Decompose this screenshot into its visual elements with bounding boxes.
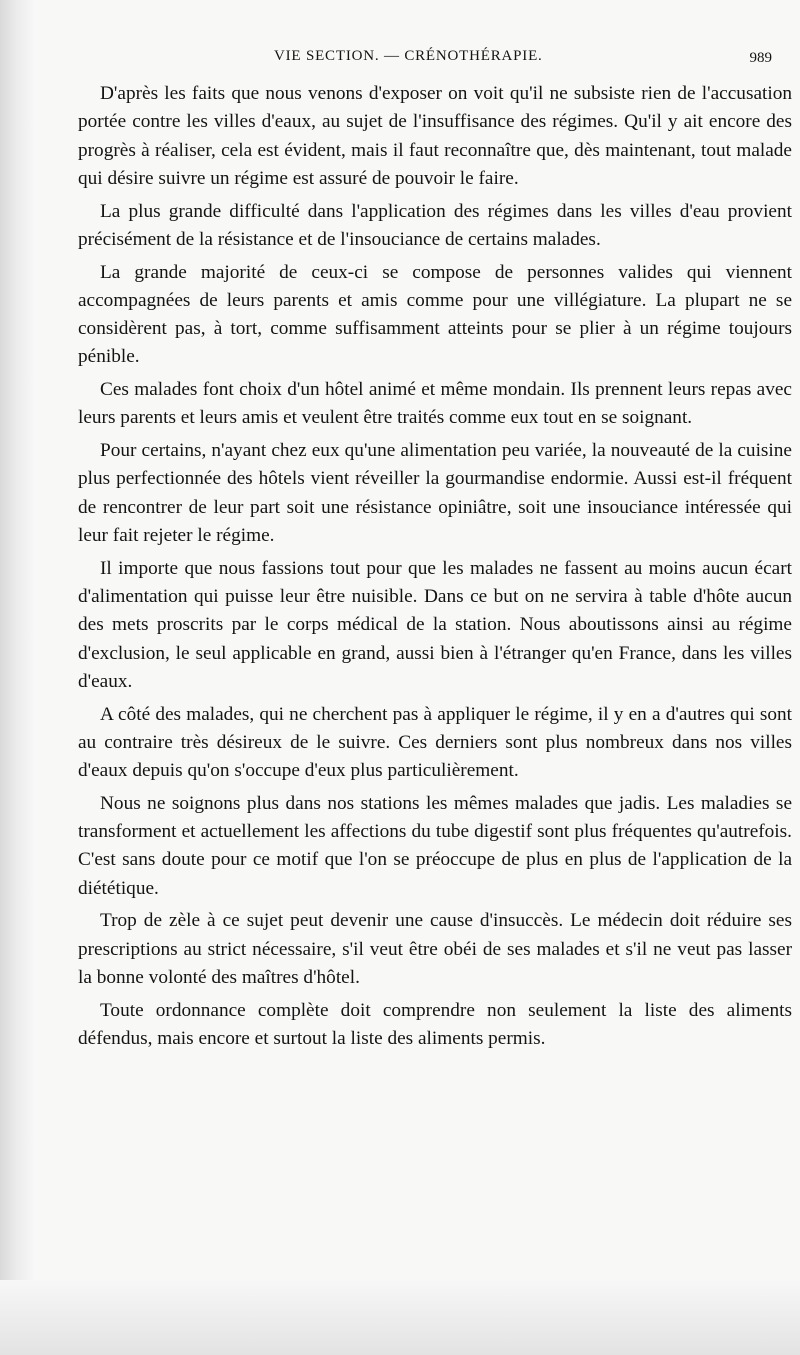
page-number: 989 bbox=[749, 50, 772, 66]
book-page bbox=[34, 0, 800, 1280]
scan-shadow-bottom bbox=[0, 1280, 800, 1355]
paragraph-4: Ces malades font choix d'un hôtel animé et même mondain. Ils prennent leurs repas avec leurs parents et leurs amis et veulent être traités comme eux tout en se soignant. bbox=[78, 379, 792, 429]
scan-shadow-left bbox=[0, 0, 34, 1355]
paragraph-7: A côté des malades, qui ne cherchent pas à appliquer le régime, il y en a d'autres qui sont au contraire très désireux de le suivre. Ces derniers sont plus nombreux dans nos villes d'eaux depuis qu'on s'occupe d'eux plus particulièrement. bbox=[78, 703, 792, 782]
paragraph-9: Trop de zèle à ce sujet peut devenir une cause d'insuccès. Le médecin doit réduire ses prescriptions au strict nécessaire, s'il veut être obéi de ses malades et s'il ne veut pas lasser la bonne volonté des maîtres d'hôtel. bbox=[78, 910, 792, 989]
paragraph-5: Pour certains, n'ayant chez eux qu'une alimentation peu variée, la nouveauté de la cuisine plus perfectionnée des hôtels vient réveiller la gourmandise endormie. Aussi est-il fréquent de rencontrer de leur part soit une résistance opiniâtre, soit une insouciance intéressée qui leur fait rejeter le régime. bbox=[78, 440, 792, 547]
paragraph-8: Nous ne soignons plus dans nos stations les mêmes malades que jadis. Les maladies se transforment et actuellement les affections du tube digestif sont plus fréquentes qu'autrefois. C'est sans doute pour ce motif que l'on se préoccupe de plus en plus de l'application de la diététique. bbox=[78, 792, 792, 899]
paragraph-1: D'après les faits que nous venons d'exposer on voit qu'il ne subsiste rien de l'accusation portée contre les villes d'eaux, au sujet de l'insuffisance des régimes. Qu'il y ait encore des progrès à réaliser, cela est évident, mais il faut reconnaître que, dès maintenant, tout malade qui désire suivre un régime est assuré de pouvoir le faire. bbox=[78, 83, 792, 189]
body-text bbox=[78, 80, 792, 1058]
paragraph-10: Toute ordonnance complète doit comprendre non seulement la liste des aliments défendus, mais encore et surtout la liste des aliments permis. bbox=[78, 999, 792, 1050]
paragraph-6: Il importe que nous fassions tout pour que les malades ne fassent au moins aucun écart d'alimentation qui puisse leur être nuisible. Dans ce but on ne servira à table d'hôte aucun des mets proscrits par le corps médical de la station. Nous aboutissons ainsi au régime d'exclusion, le seul applicable en grand, aussi bien à l'étranger qu'en France, dans les villes d'eaux. bbox=[78, 557, 792, 692]
running-head: VIE SECTION. — CRÉNOTHÉRAPIE. bbox=[274, 48, 543, 64]
paragraph-3: La grande majorité de ceux-ci se compose de personnes valides qui viennent accompagnées de leurs parents et amis comme pour une villégiature. La plupart ne se considèrent pas, à tort, comme suffisamment atteints pour se plier à un régime toujours pénible. bbox=[78, 261, 792, 368]
paragraph-2: La plus grande difficulté dans l'application des régimes dans les villes d'eau provient précisément de la résistance et de l'insouciance de certains malades. bbox=[78, 200, 792, 250]
